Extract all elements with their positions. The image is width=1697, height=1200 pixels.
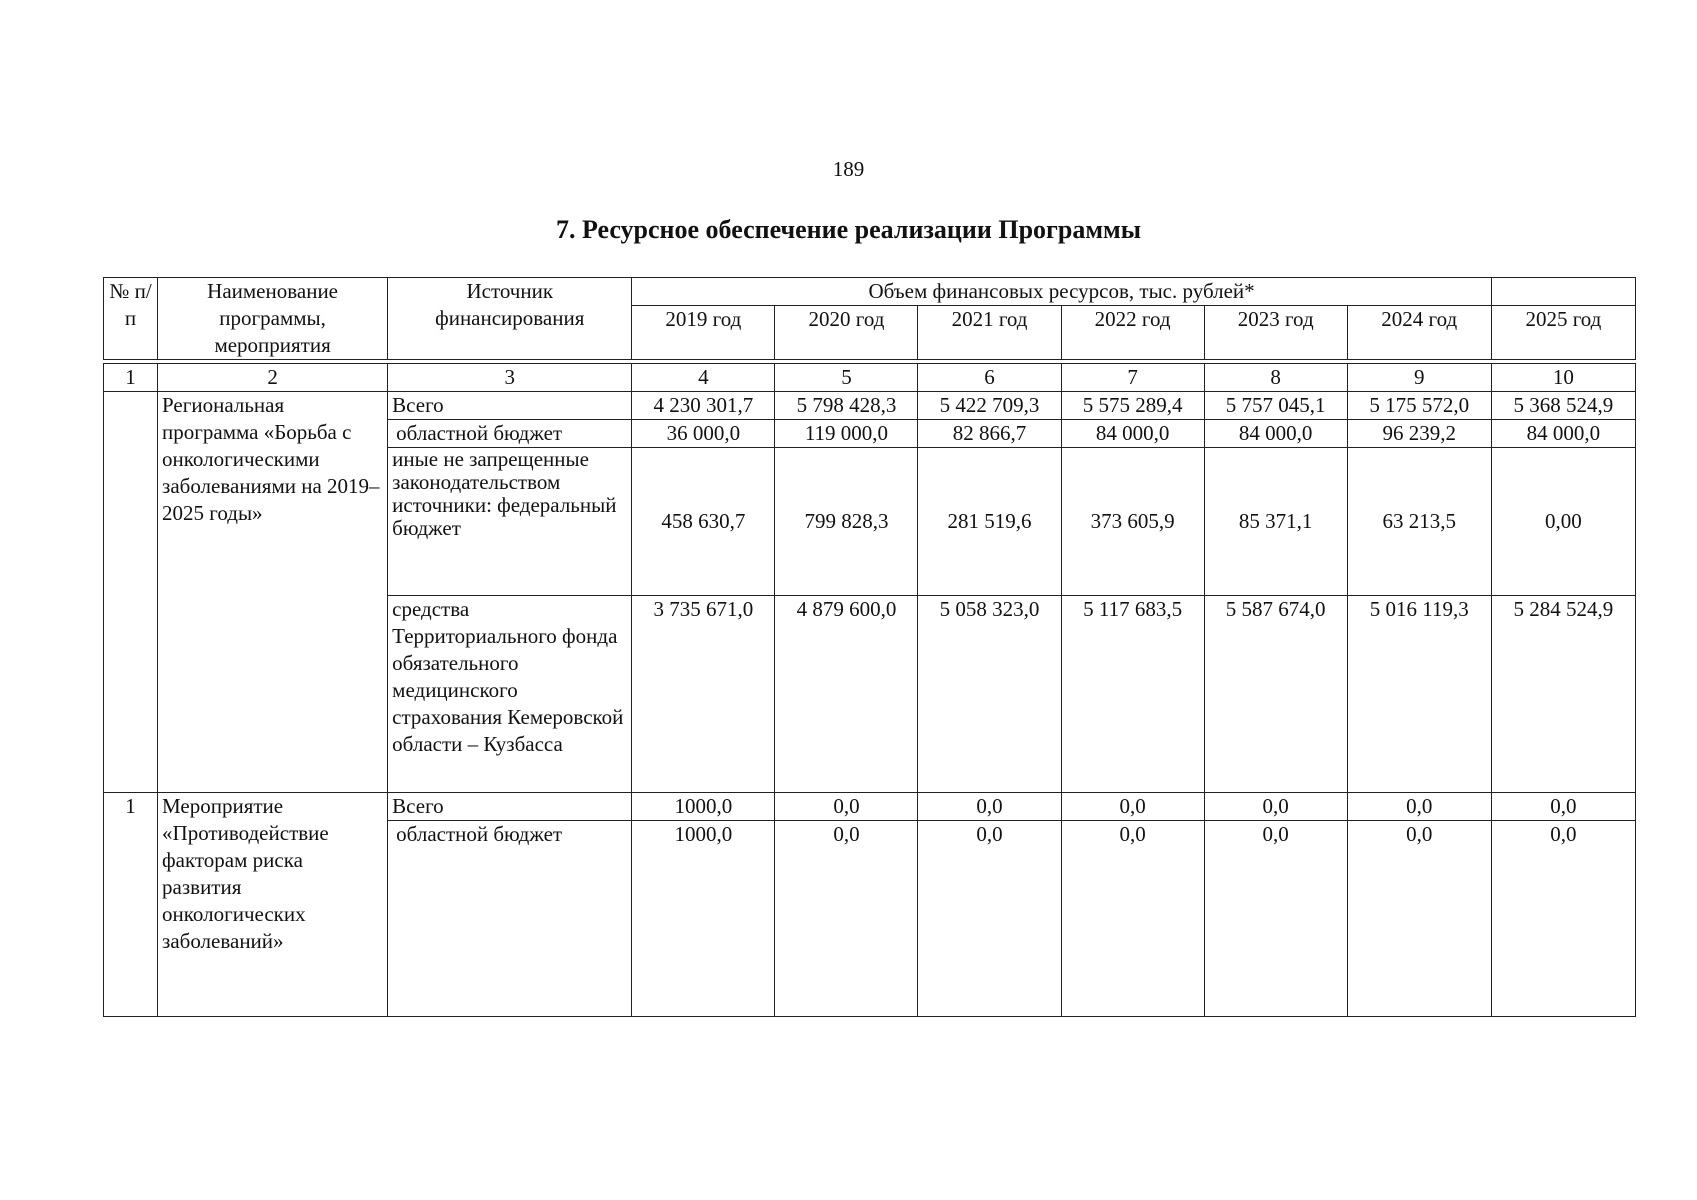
column-number: 5 [775, 364, 918, 392]
column-number: 4 [632, 364, 775, 392]
value-cell: 84 000,0 [1204, 420, 1347, 448]
funding-source: областной бюджет [388, 420, 632, 448]
value-cell: 1000,0 [632, 793, 775, 821]
value-cell: 0,0 [1491, 793, 1635, 821]
column-number: 10 [1491, 364, 1635, 392]
header-year: 2022 год [1061, 306, 1204, 360]
table-row [104, 793, 1636, 821]
column-number: 9 [1347, 364, 1491, 392]
column-number: 3 [388, 364, 632, 392]
value-cell: 5 422 709,3 [918, 392, 1061, 420]
header-year: 2023 год [1204, 306, 1347, 360]
value-cell: 3 735 671,0 [632, 596, 775, 793]
value-cell: 84 000,0 [1061, 420, 1204, 448]
header-volume: Объем финансовых ресурсов, тыс. рублей* [632, 278, 1491, 306]
value-cell: 0,0 [1204, 793, 1347, 821]
value-cell: 5 575 289,4 [1061, 392, 1204, 420]
value-cell: 4 879 600,0 [775, 596, 918, 793]
header-num: № п/п [104, 278, 158, 360]
value-cell: 0,0 [775, 821, 918, 1017]
funding-source: Всего [388, 392, 632, 420]
value-cell: 0,0 [918, 793, 1061, 821]
value-cell: 4 230 301,7 [632, 392, 775, 420]
value-cell: 5 368 524,9 [1491, 392, 1635, 420]
value-cell: 0,0 [1347, 821, 1491, 1017]
value-cell: 96 239,2 [1347, 420, 1491, 448]
value-cell: 82 866,7 [918, 420, 1061, 448]
value-cell: 281 519,6 [918, 448, 1061, 596]
funding-source: средства Территориального фонда обязательного медицинского страхования Кемеровской области – Кузбасса [388, 596, 632, 793]
value-cell: 0,0 [918, 821, 1061, 1017]
column-number: 6 [918, 364, 1061, 392]
value-cell: 85 371,1 [1204, 448, 1347, 596]
value-cell: 0,00 [1491, 448, 1635, 596]
column-number: 8 [1204, 364, 1347, 392]
value-cell: 5 757 045,1 [1204, 392, 1347, 420]
column-number-row [104, 364, 1636, 392]
header-year: 2025 год [1491, 306, 1635, 360]
header-source: Источник финансирования [388, 278, 632, 360]
header-year: 2020 год [775, 306, 918, 360]
value-cell: 5 058 323,0 [918, 596, 1061, 793]
value-cell: 0,0 [1347, 793, 1491, 821]
value-cell: 84 000,0 [1491, 420, 1635, 448]
row-number: 1 [104, 793, 158, 1017]
row-number [104, 392, 158, 793]
header-year: 2024 год [1347, 306, 1491, 360]
column-number: 1 [104, 364, 158, 392]
program-name: Региональная программа «Борьба с онкологическими заболеваниями на 2019–2025 годы» [158, 392, 388, 793]
value-cell: 119 000,0 [775, 420, 918, 448]
page-number: 189 [832, 157, 865, 181]
value-cell: 5 284 524,9 [1491, 596, 1635, 793]
value-cell: 458 630,7 [632, 448, 775, 596]
table-row [104, 392, 1636, 420]
column-number: 2 [158, 364, 388, 392]
header-name: Наименование программы, мероприятия [158, 278, 388, 360]
value-cell: 0,0 [775, 793, 918, 821]
value-cell: 1000,0 [632, 821, 775, 1017]
value-cell: 5 798 428,3 [775, 392, 918, 420]
section-title: 7. Ресурсное обеспечение реализации Программы [555, 215, 1142, 244]
value-cell: 5 175 572,0 [1347, 392, 1491, 420]
value-cell: 0,0 [1204, 821, 1347, 1017]
value-cell: 0,0 [1061, 821, 1204, 1017]
value-cell: 373 605,9 [1061, 448, 1204, 596]
value-cell: 799 828,3 [775, 448, 918, 596]
funding-source: Всего [388, 793, 632, 821]
column-number: 7 [1061, 364, 1204, 392]
funding-source: областной бюджет [388, 821, 632, 1017]
value-cell: 5 587 674,0 [1204, 596, 1347, 793]
value-cell: 0,0 [1061, 793, 1204, 821]
funding-source: иные не запрещенные законодательством источники: федеральный бюджет [388, 448, 632, 596]
resource-table [103, 277, 1636, 1017]
value-cell: 5 016 119,3 [1347, 596, 1491, 793]
header-year: 2021 год [918, 306, 1061, 360]
value-cell: 5 117 683,5 [1061, 596, 1204, 793]
value-cell: 63 213,5 [1347, 448, 1491, 596]
value-cell: 0,0 [1491, 821, 1635, 1017]
header-empty [1491, 278, 1635, 306]
value-cell: 36 000,0 [632, 420, 775, 448]
measure-name: Мероприятие «Противодействие факторам риска развития онкологических заболеваний» [158, 793, 388, 1017]
header-year: 2019 год [632, 306, 775, 360]
table-header-row [104, 278, 1636, 306]
